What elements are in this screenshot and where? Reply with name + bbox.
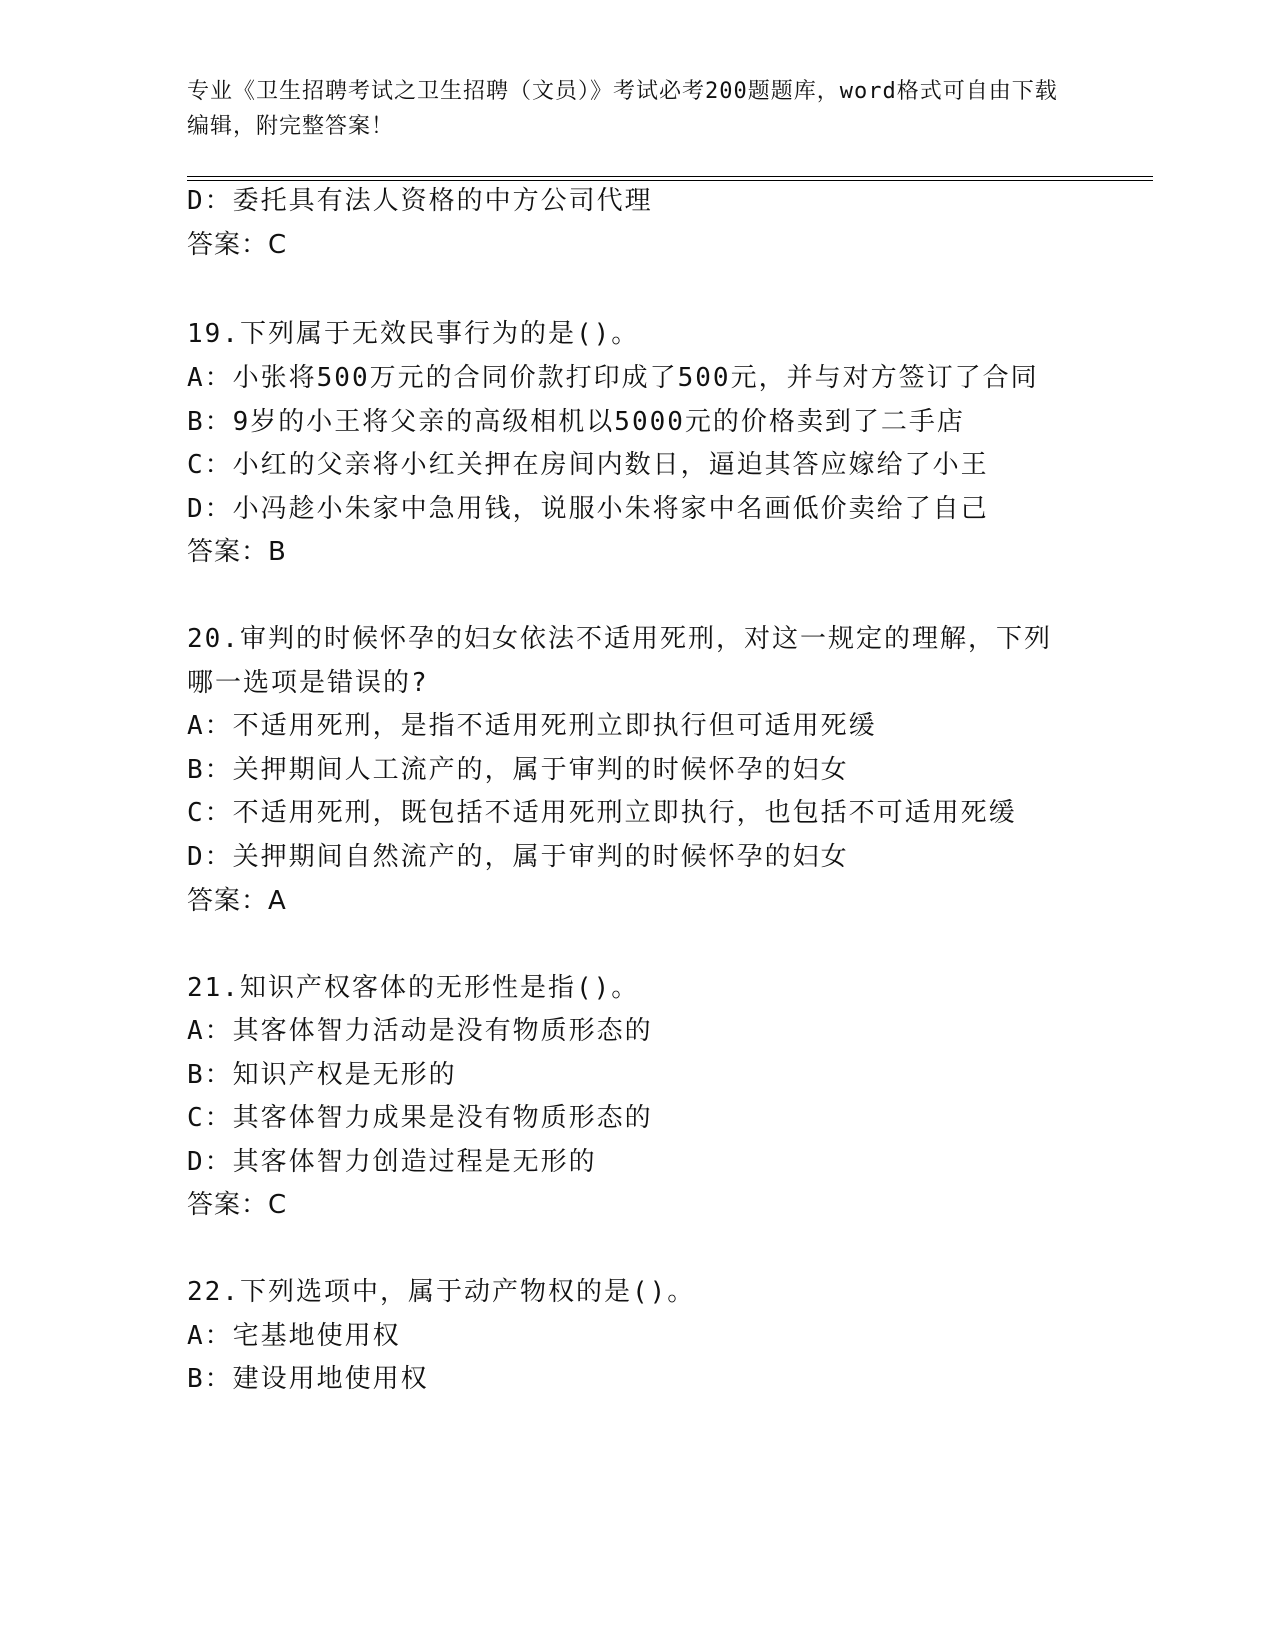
q19-stem: 19.下列属于无效民事行为的是()。 — [187, 319, 640, 349]
q20-stem-line2: 哪一选项是错误的? — [187, 668, 429, 698]
q21-option-c: C：其客体智力成果是没有物质形态的 — [187, 1103, 653, 1133]
header-double-rule — [187, 176, 1153, 181]
q22-stem: 22.下列选项中，属于动产物权的是()。 — [187, 1277, 696, 1307]
q19-option-c: C：小红的父亲将小红关押在房间内数日，逼迫其答应嫁给了小王 — [187, 450, 989, 480]
q21-answer: 答案：C — [187, 1190, 288, 1220]
q20-stem-line1: 20.审判的时候怀孕的妇女依法不适用死刑，对这一规定的理解，下列 — [187, 624, 1052, 654]
q18-option-d: D：委托具有法人资格的中方公司代理 — [187, 186, 653, 216]
q19-option-a: A：小张将500万元的合同价款打印成了500元，并与对方签订了合同 — [187, 363, 1039, 393]
q21-option-d: D：其客体智力创造过程是无形的 — [187, 1147, 597, 1177]
q20-option-c: C：不适用死刑，既包括不适用死刑立即执行，也包括不可适用死缓 — [187, 798, 1017, 828]
q19-answer: 答案：B — [187, 537, 287, 567]
q19-option-b: B：9岁的小王将父亲的高级相机以5000元的价格卖到了二手店 — [187, 407, 965, 437]
q21-option-a: A：其客体智力活动是没有物质形态的 — [187, 1016, 653, 1046]
q22-option-a: A：宅基地使用权 — [187, 1321, 401, 1351]
q19-option-d: D：小冯趁小朱家中急用钱，说服小朱将家中名画低价卖给了自己 — [187, 494, 989, 524]
document-header: 专业《卫生招聘考试之卫生招聘（文员）》考试必考200题题库，word格式可自由下载编辑，附完整答案！ — [187, 79, 1058, 139]
q18-answer: 答案：C — [187, 230, 288, 260]
q22-option-b: B：建设用地使用权 — [187, 1364, 429, 1394]
q20-answer: 答案：A — [187, 886, 287, 916]
q21-stem: 21.知识产权客体的无形性是指()。 — [187, 973, 640, 1003]
q21-option-b: B：知识产权是无形的 — [187, 1060, 457, 1090]
q20-option-a: A：不适用死刑，是指不适用死刑立即执行但可适用死缓 — [187, 711, 877, 741]
q20-option-b: B：关押期间人工流产的，属于审判的时候怀孕的妇女 — [187, 755, 849, 785]
q20-option-d: D：关押期间自然流产的，属于审判的时候怀孕的妇女 — [187, 842, 849, 872]
